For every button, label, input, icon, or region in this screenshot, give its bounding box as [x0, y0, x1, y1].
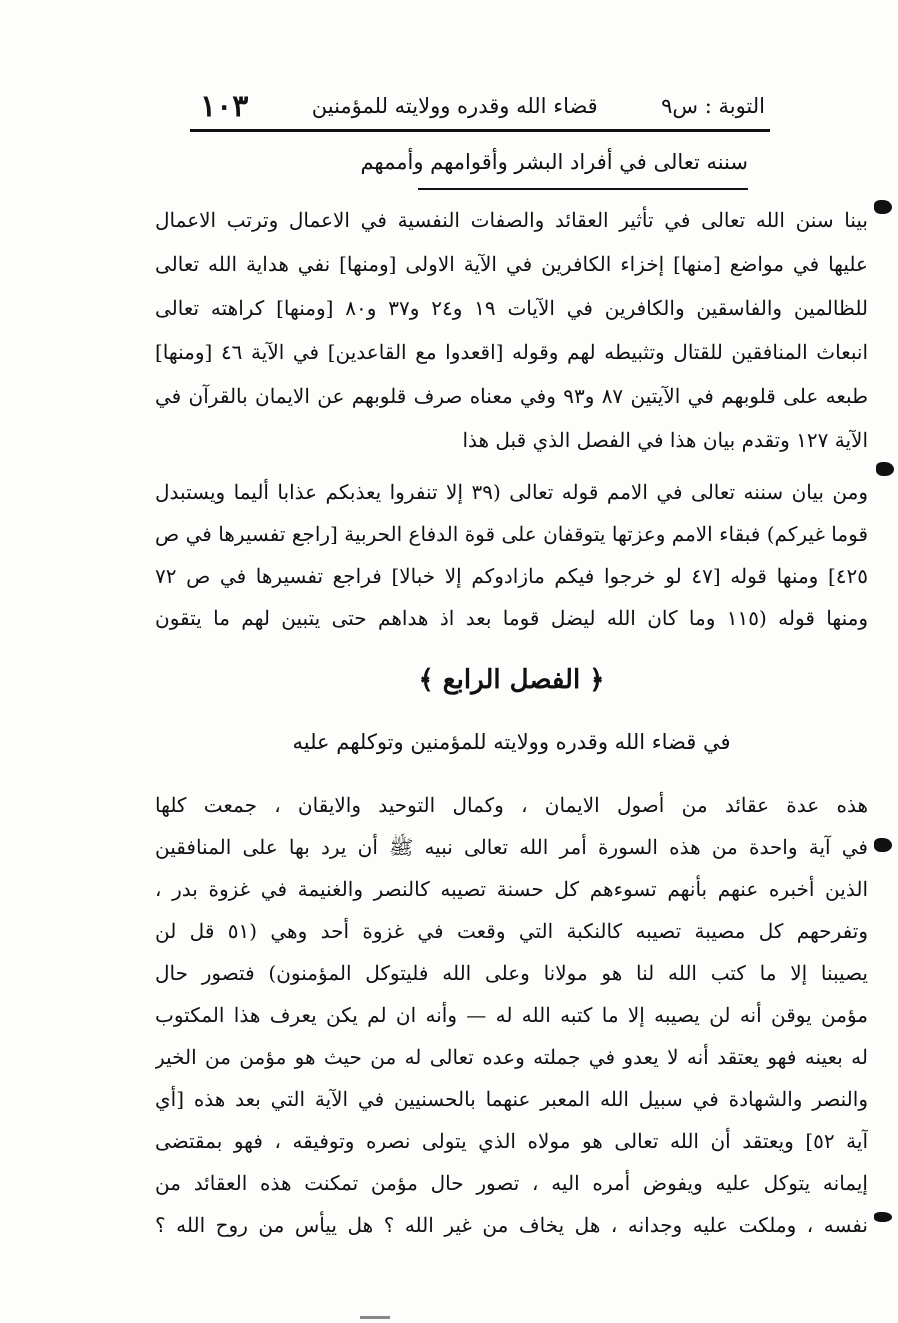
chapter-subheading: في قضاء الله وقدره وولايته للمؤمنين وتوكلهم عليه [292, 730, 731, 754]
header-rule [190, 129, 770, 132]
text-line: مؤمن يوقن أنه لن يصيبه إلا ما كتبه الله له — وأنه ان لم يكن يعرف هذا المكتوب [155, 1003, 868, 1027]
margin-ink-mark [876, 462, 894, 476]
margin-ink-mark [874, 200, 892, 214]
text-line: انبعاث المنافقين للقتال وتثبيطه لهم وقوله [اقعدوا مع القاعدين] في الآية ٤٦ [ومنها] [155, 340, 868, 364]
text-line: إيمانه يتوكل عليه ويفوض أمره اليه ، تصور حال مؤمن تمكنت هذه العقائد من [155, 1171, 868, 1195]
chapter-heading: ﴿ الفصل الرابع ﴾ [418, 665, 605, 695]
text-line: يصيبنا إلا ما كتب الله لنا هو مولانا وعلى الله فليتوكل المؤمنون) فتصور حال [155, 961, 868, 985]
text-line: هذه عدة عقائد من أصول الايمان ، وكمال التوحيد والايقان ، جمعت كلها [155, 793, 868, 817]
text-line: الآية ١٢٧ وتقدم بيان هذا في الفصل الذي قبل هذا [462, 428, 868, 452]
section-title-text: سننه تعالى في أفراد البشر وأقوامهم وأممهم [360, 150, 748, 174]
page-number: ١٠٣ [200, 88, 249, 124]
scan-smudge [360, 1316, 390, 1319]
text-line: نفسه ، وملكت عليه وجدانه ، هل يخاف من غير الله ؟ هل ييأس من روح الله ؟ [155, 1213, 868, 1237]
text-line: قوما غيركم) فبقاء الامم وعزتها يتوقفان على قوة الدفاع الحربية [راجع تفسيرها في ص [155, 522, 868, 546]
page-header [200, 86, 765, 126]
text-line: والنصر والشهادة في سبيل الله المعبر عنهما بالحسنيين في الآية التي بعد هذه [أي [155, 1087, 868, 1111]
running-title: قضاء الله وقدره وولايته للمؤمنين [311, 94, 598, 118]
text-line: طبعه على قلوبهم في الآيتين ٨٧ و٩٣ وفي معناه صرف قلوبهم عن الايمان بالقرآن في [155, 384, 868, 408]
text-line: له بعينه فهو يعتقد أنه لا يعدو في جملته وعده تعالى له من حيث هو مؤمن من الخير [155, 1045, 868, 1069]
text-line: ومنها قوله (١١٥ وما كان الله ليضل قوما بعد اذ هداهم حتى يتبين لهم ما يتقون [155, 606, 868, 630]
text-line: وتفرحهم كل مصيبة تصيبه كالنكبة التي وقعت في غزوة أحد وهي (٥١ قل لن [155, 919, 868, 943]
text-line: آية ٥٢] ويعتقد أن الله تعالى هو مولاه الذي يتولى نصره وتوفيقه ، فهو بمقتضى [155, 1129, 868, 1153]
section-title [248, 150, 748, 174]
text-line: ومن بيان سننه تعالى في الامم قوله تعالى (٣٩ إلا تنفروا يعذبكم عذابا أليما ويستبدل [155, 480, 868, 504]
section-title-underline [418, 188, 748, 190]
text-line: الذين أخبره عنهم بأنهم تسوءهم كل حسنة تصيبه كالنصر والغنيمة في غزوة بدر ، [155, 877, 868, 901]
text-line: للظالمين والفاسقين والكافرين في الآيات ١٩ و٢٤ و٣٧ و٨٠ [ومنها] كراهته تعالى [155, 296, 868, 320]
text-line: في آية واحدة من هذه السورة أمر الله تعالى نبيه ﷺ أن يرد بها على المنافقين [155, 835, 868, 859]
margin-ink-mark [874, 838, 892, 852]
text-line: عليها في مواضع [منها] إخزاء الكافرين في الآية الاولى [ومنها] نفي هداية الله تعالى [155, 252, 868, 276]
text-line: ٤٢٥] ومنها قوله [٤٧ لو خرجوا فيكم مازادوكم إلا خبالا] فراجع تفسيرها في ص ٧٢ [155, 564, 868, 588]
surah-reference: التوبة : س٩ [661, 94, 765, 118]
text-line: بينا سنن الله تعالى في تأثير العقائد والصفات النفسية في الاعمال وترتب الاعمال [155, 208, 868, 232]
margin-ink-mark [874, 1212, 892, 1222]
